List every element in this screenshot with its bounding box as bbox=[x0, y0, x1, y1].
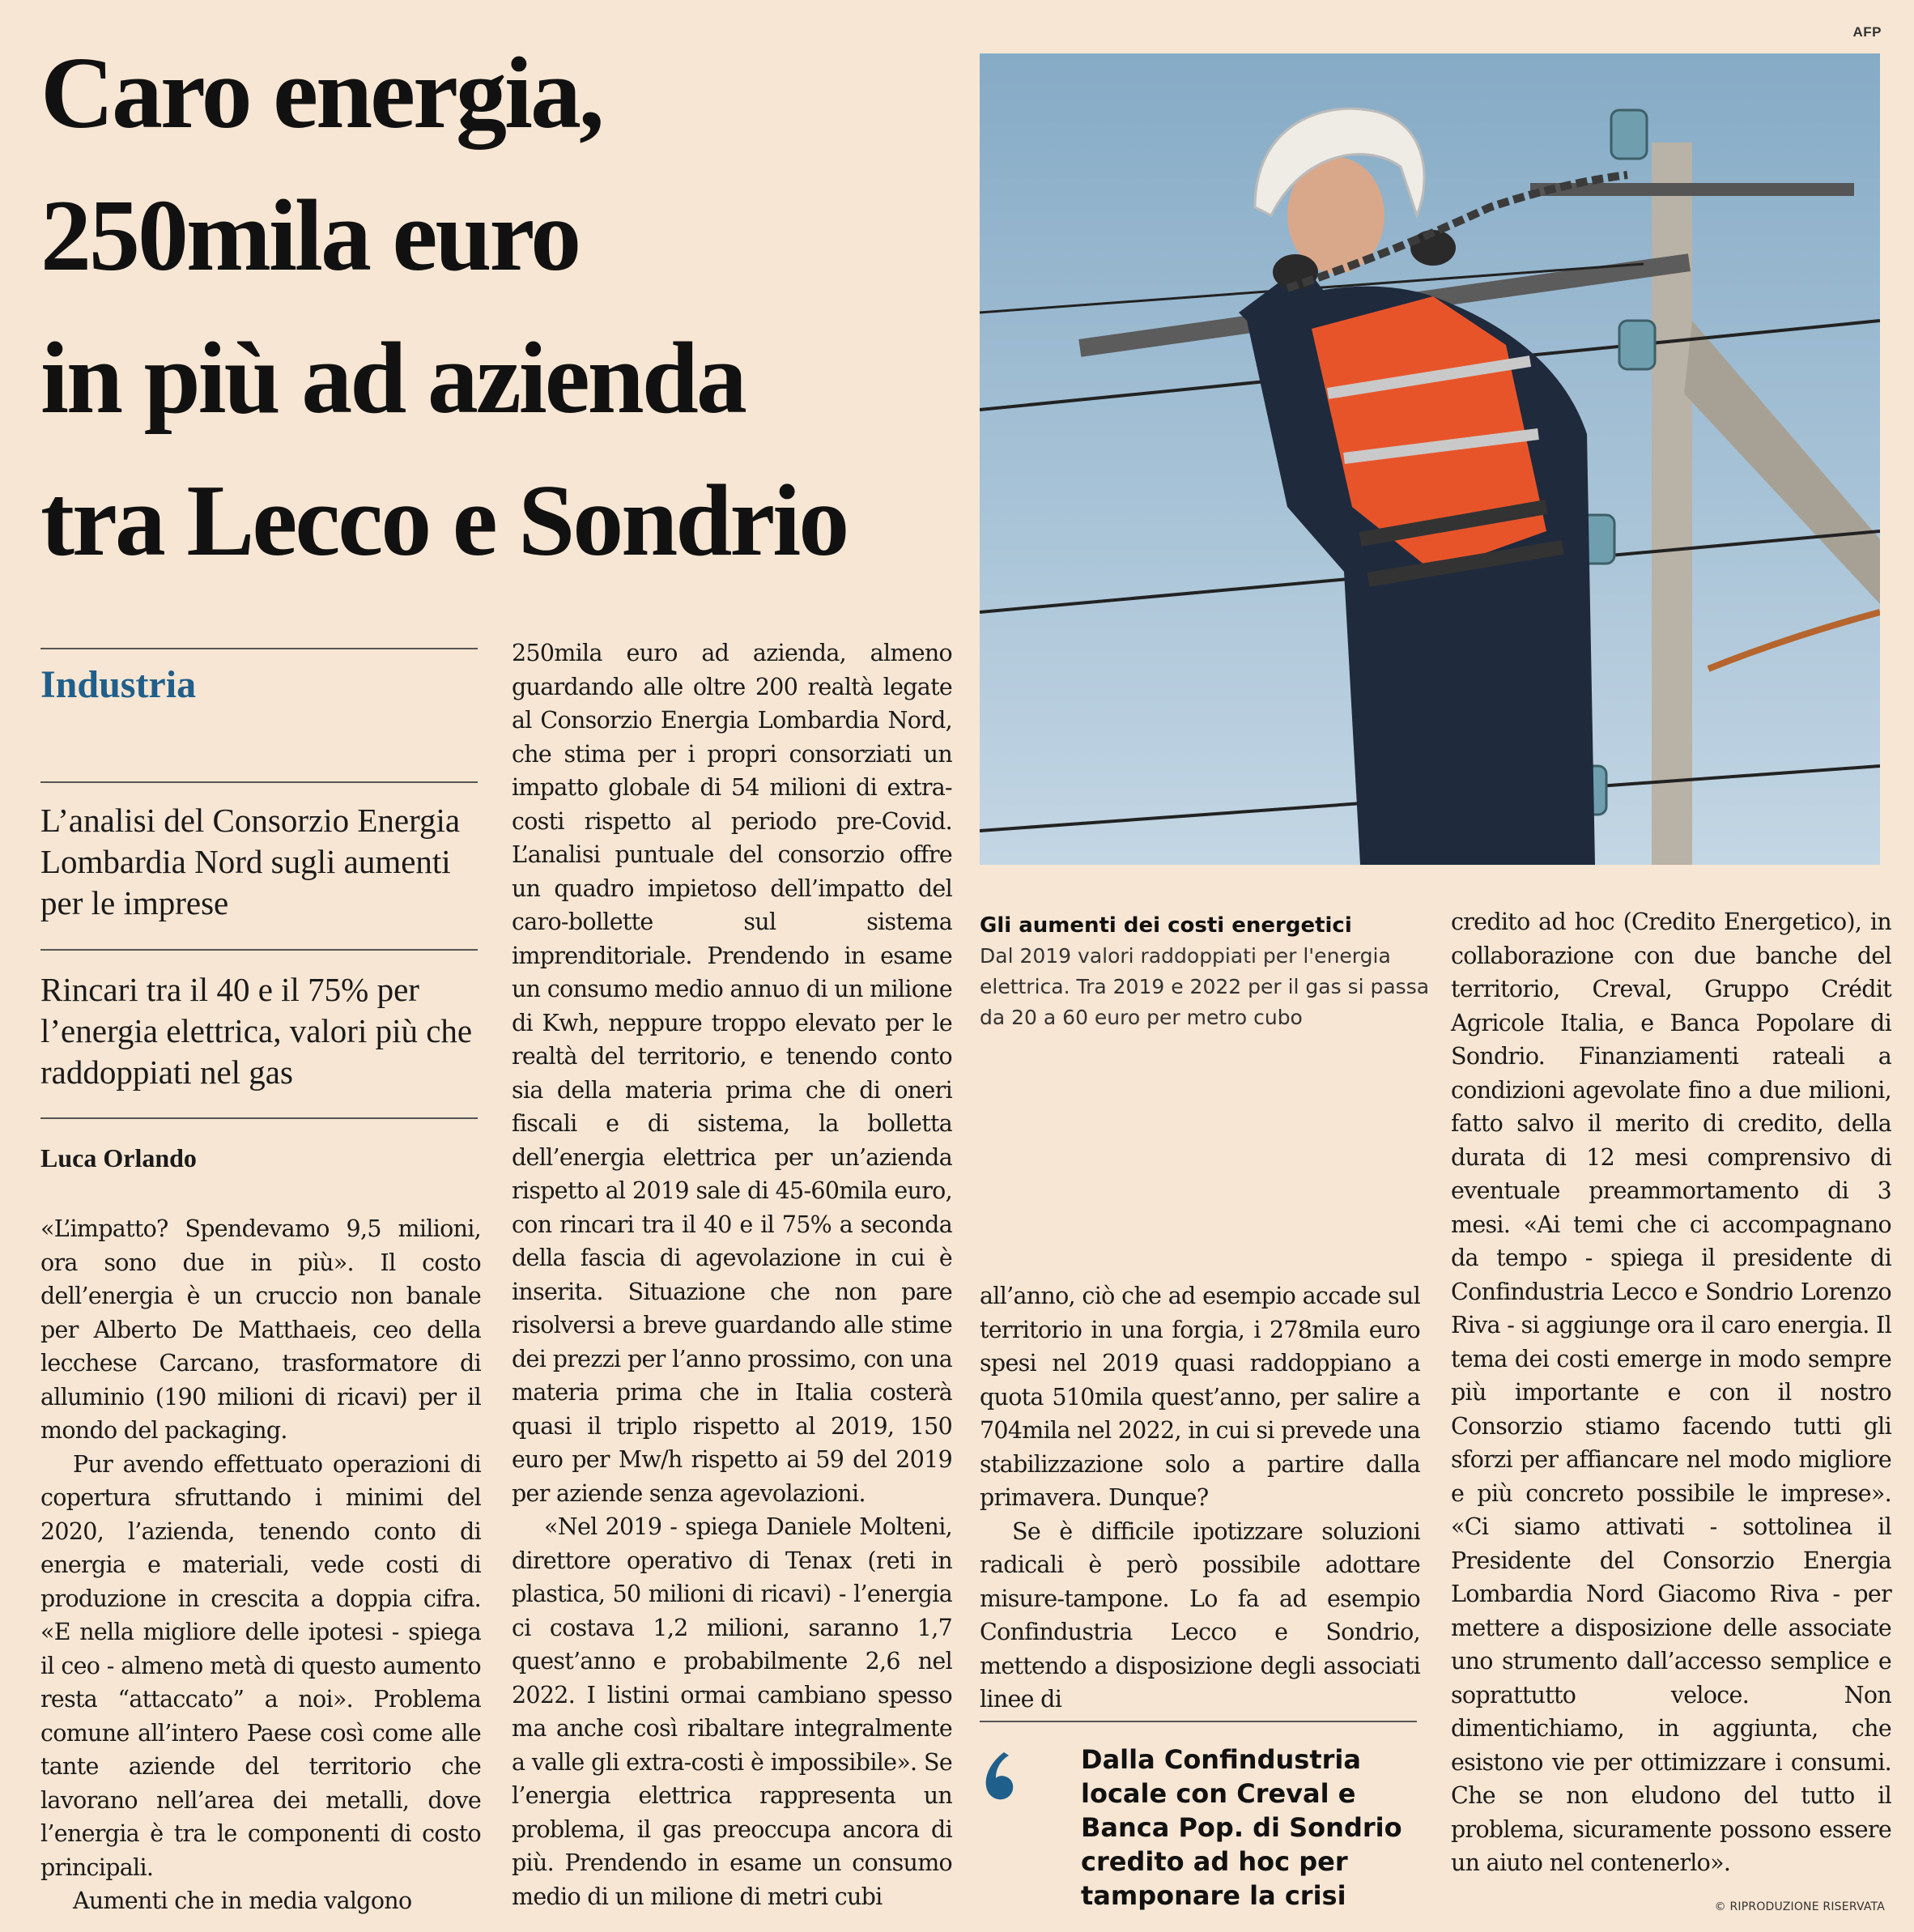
headline-line: 250mila euro bbox=[40, 180, 580, 292]
paragraph: 250mila euro ad azienda, almeno guardando alle oltre 200 realtà legate al Consorzio Energia Lombardia Nord, che stima per i propri consorziati un impatto globale di 54 milioni di extra-costi rispetto al periodo pre-Covid. L’analisi puntuale del consorzio offre un quadro impietoso dell’impatto del caro-bollette sul sistema imprenditoriale. Prendendo in esame un consumo medio annuo di un milione di Kwh, neppure troppo elevato per le realtà del territorio, e tenendo conto sia della materia prima che di oneri fiscali e di sistema, la bolletta dell’energia elettrica per un’azienda rispetto al 2019 sale di 45-60mila euro, con rincari tra il 40 e il 75% a seconda della fascia di agevolazione in cui è inserita. Situazione che non pare risolversi a breve guardando alle stime dei prezzi per l’anno prossimo, con una materia prima che in Italia costerà quasi il triplo rispetto al 2019, 150 euro per Mw/h rispetto ai 59 del 2019 per aziende senza agevolazioni. bbox=[512, 640, 952, 1507]
headline-line: tra Lecco e Sondrio bbox=[40, 465, 848, 577]
byline: Luca Orlando bbox=[40, 1143, 197, 1172]
pull-quote: Dalla Confindustria locale con Creval e Banca Pop. di Sondrio credito ad hoc per tamponare la crisi bbox=[1081, 1744, 1402, 1911]
headline bbox=[40, 23, 972, 593]
headline-line: Caro energia, bbox=[40, 37, 602, 150]
paragraph: «Nel 2019 - spiega Daniele Molteni, direttore operativo di Tenax (reti in plastica, 50 milioni di ricavi) - l’energia ci costava 1,2 milioni, saranno 1,7 quest’anno e probabilmente 2,6 nel 2022. I listini ormai cambiano spesso ma anche così ribaltare integralmente a valle gli extra-costi è impossibile». Se l’energia elettrica rappresenta un problema, il gas preoccupa ancora di più. Prendendo in esame un consumo medio di un milione di metri cubi bbox=[512, 1513, 952, 1910]
caption-title: Gli aumenti dei costi energetici bbox=[980, 913, 1352, 938]
photo-credit: AFP bbox=[1852, 24, 1882, 40]
divider bbox=[980, 1721, 1417, 1722]
article-column bbox=[512, 636, 952, 1913]
caption-text: Dal 2019 valori raddoppiati per l'energia elettrica. Tra 2019 e 2022 per il gas si passa da 20 a 60 euro per metro cubo bbox=[980, 944, 1430, 1029]
divider bbox=[40, 781, 478, 783]
article-column bbox=[40, 1212, 481, 1918]
paragraph: «L’impatto? Spendevamo 9,5 milioni, ora sono due in più». Il costo dell’energia è un cruccio non banale per Alberto De Matthaeis, ceo della lecchese Carcano, trasformatore di alluminio (190 milioni di ricavi) per il mondo del packaging. bbox=[40, 1215, 481, 1444]
paragraph: Aumenti che in media valgono bbox=[73, 1887, 412, 1914]
deck-text: Rincari tra il 40 e il 75% per l’energia elettrica, valori più che raddoppiati nel gas bbox=[40, 971, 473, 1091]
divider bbox=[40, 949, 478, 951]
deck-text: L’analisi del Consorzio Energia Lombardia Nord sugli aumenti per le imprese bbox=[40, 802, 461, 921]
photo-caption bbox=[980, 910, 1433, 1033]
paragraph: all’anno, ciò che ad esempio accade sul territorio in una forgia, i 278mila euro spesi nel 2019 quasi raddoppiano a quota 510mila quest’anno, per salire a 704mila nel 2022, in cui si prevede una stabilizzazione solo a partire dalla primavera. Dunque? bbox=[980, 1283, 1420, 1511]
copyright-notice: © RIPRODUZIONE RISERVATA bbox=[1714, 1900, 1885, 1913]
photo-electrician bbox=[980, 53, 1880, 865]
section-label: Industria bbox=[40, 663, 197, 706]
article-column bbox=[980, 1279, 1420, 1717]
paragraph: Pur avendo effettuato operazioni di copertura sfruttando i minimi del 2020, l’azienda, tenendo conto di energia e materiali, vede costi di produzione in crescita a doppia cifra. «E nella migliore delle ipotesi - spiega il ceo - almeno metà di questo aumento resta “attaccato” a noi». Problema comune all’intero Paese così come alle tante aziende del territorio che lavorano nell’area dei metalli, dove l’energia è tra le componenti di costo principali. bbox=[40, 1450, 481, 1881]
paragraph: Se è difficile ipotizzare soluzioni radicali è però possibile adottare misure-tampone. Lo fa ad esempio Confindustria Lecco e Sondrio, mettendo a disposizione degli associati linee di bbox=[980, 1517, 1420, 1713]
quote-mark-icon bbox=[980, 1749, 1020, 1806]
divider bbox=[40, 648, 478, 649]
article-column bbox=[1451, 905, 1891, 1880]
divider bbox=[40, 1117, 478, 1119]
paragraph: credito ad hoc (Credito Energetico), in collaborazione con due banche del territorio, Creval, Gruppo Crédit Agricole Italia, e Banca Popolare di Sondrio. Finanziamenti rateali a condizioni agevolate fino a due milioni, fatto salvo il merito di credito, della durata di 12 mesi comprensivo di eventuale preammortamento di 3 mesi. «Ai temi che ci accompagnano da tempo - spiega il presidente di Confindustria Lecco e Sondrio Lorenzo Riva - si aggiunge ora il caro energia. Il tema dei costi emerge in modo sempre più importante e con il nostro Consorzio stiamo facendo tutti gli sforzi per affiancare nel modo migliore e più concreto possibile le imprese». «Ci siamo attivati - sottolinea il Presidente del Consorzio Energia Lombardia Nord Giacomo Riva - per mettere a disposizione delle associate uno strumento dall’accesso semplice e soprattutto veloce. Non dimentichiamo, in aggiunta, che esistono vie per ottimizzare i consumi. Che se non eludono del tutto il problema, sicuramente possono essere un aiuto nel contenerlo». bbox=[1451, 909, 1891, 1876]
headline-line: in più ad azienda bbox=[40, 322, 745, 435]
photo-illustration bbox=[980, 53, 1880, 865]
